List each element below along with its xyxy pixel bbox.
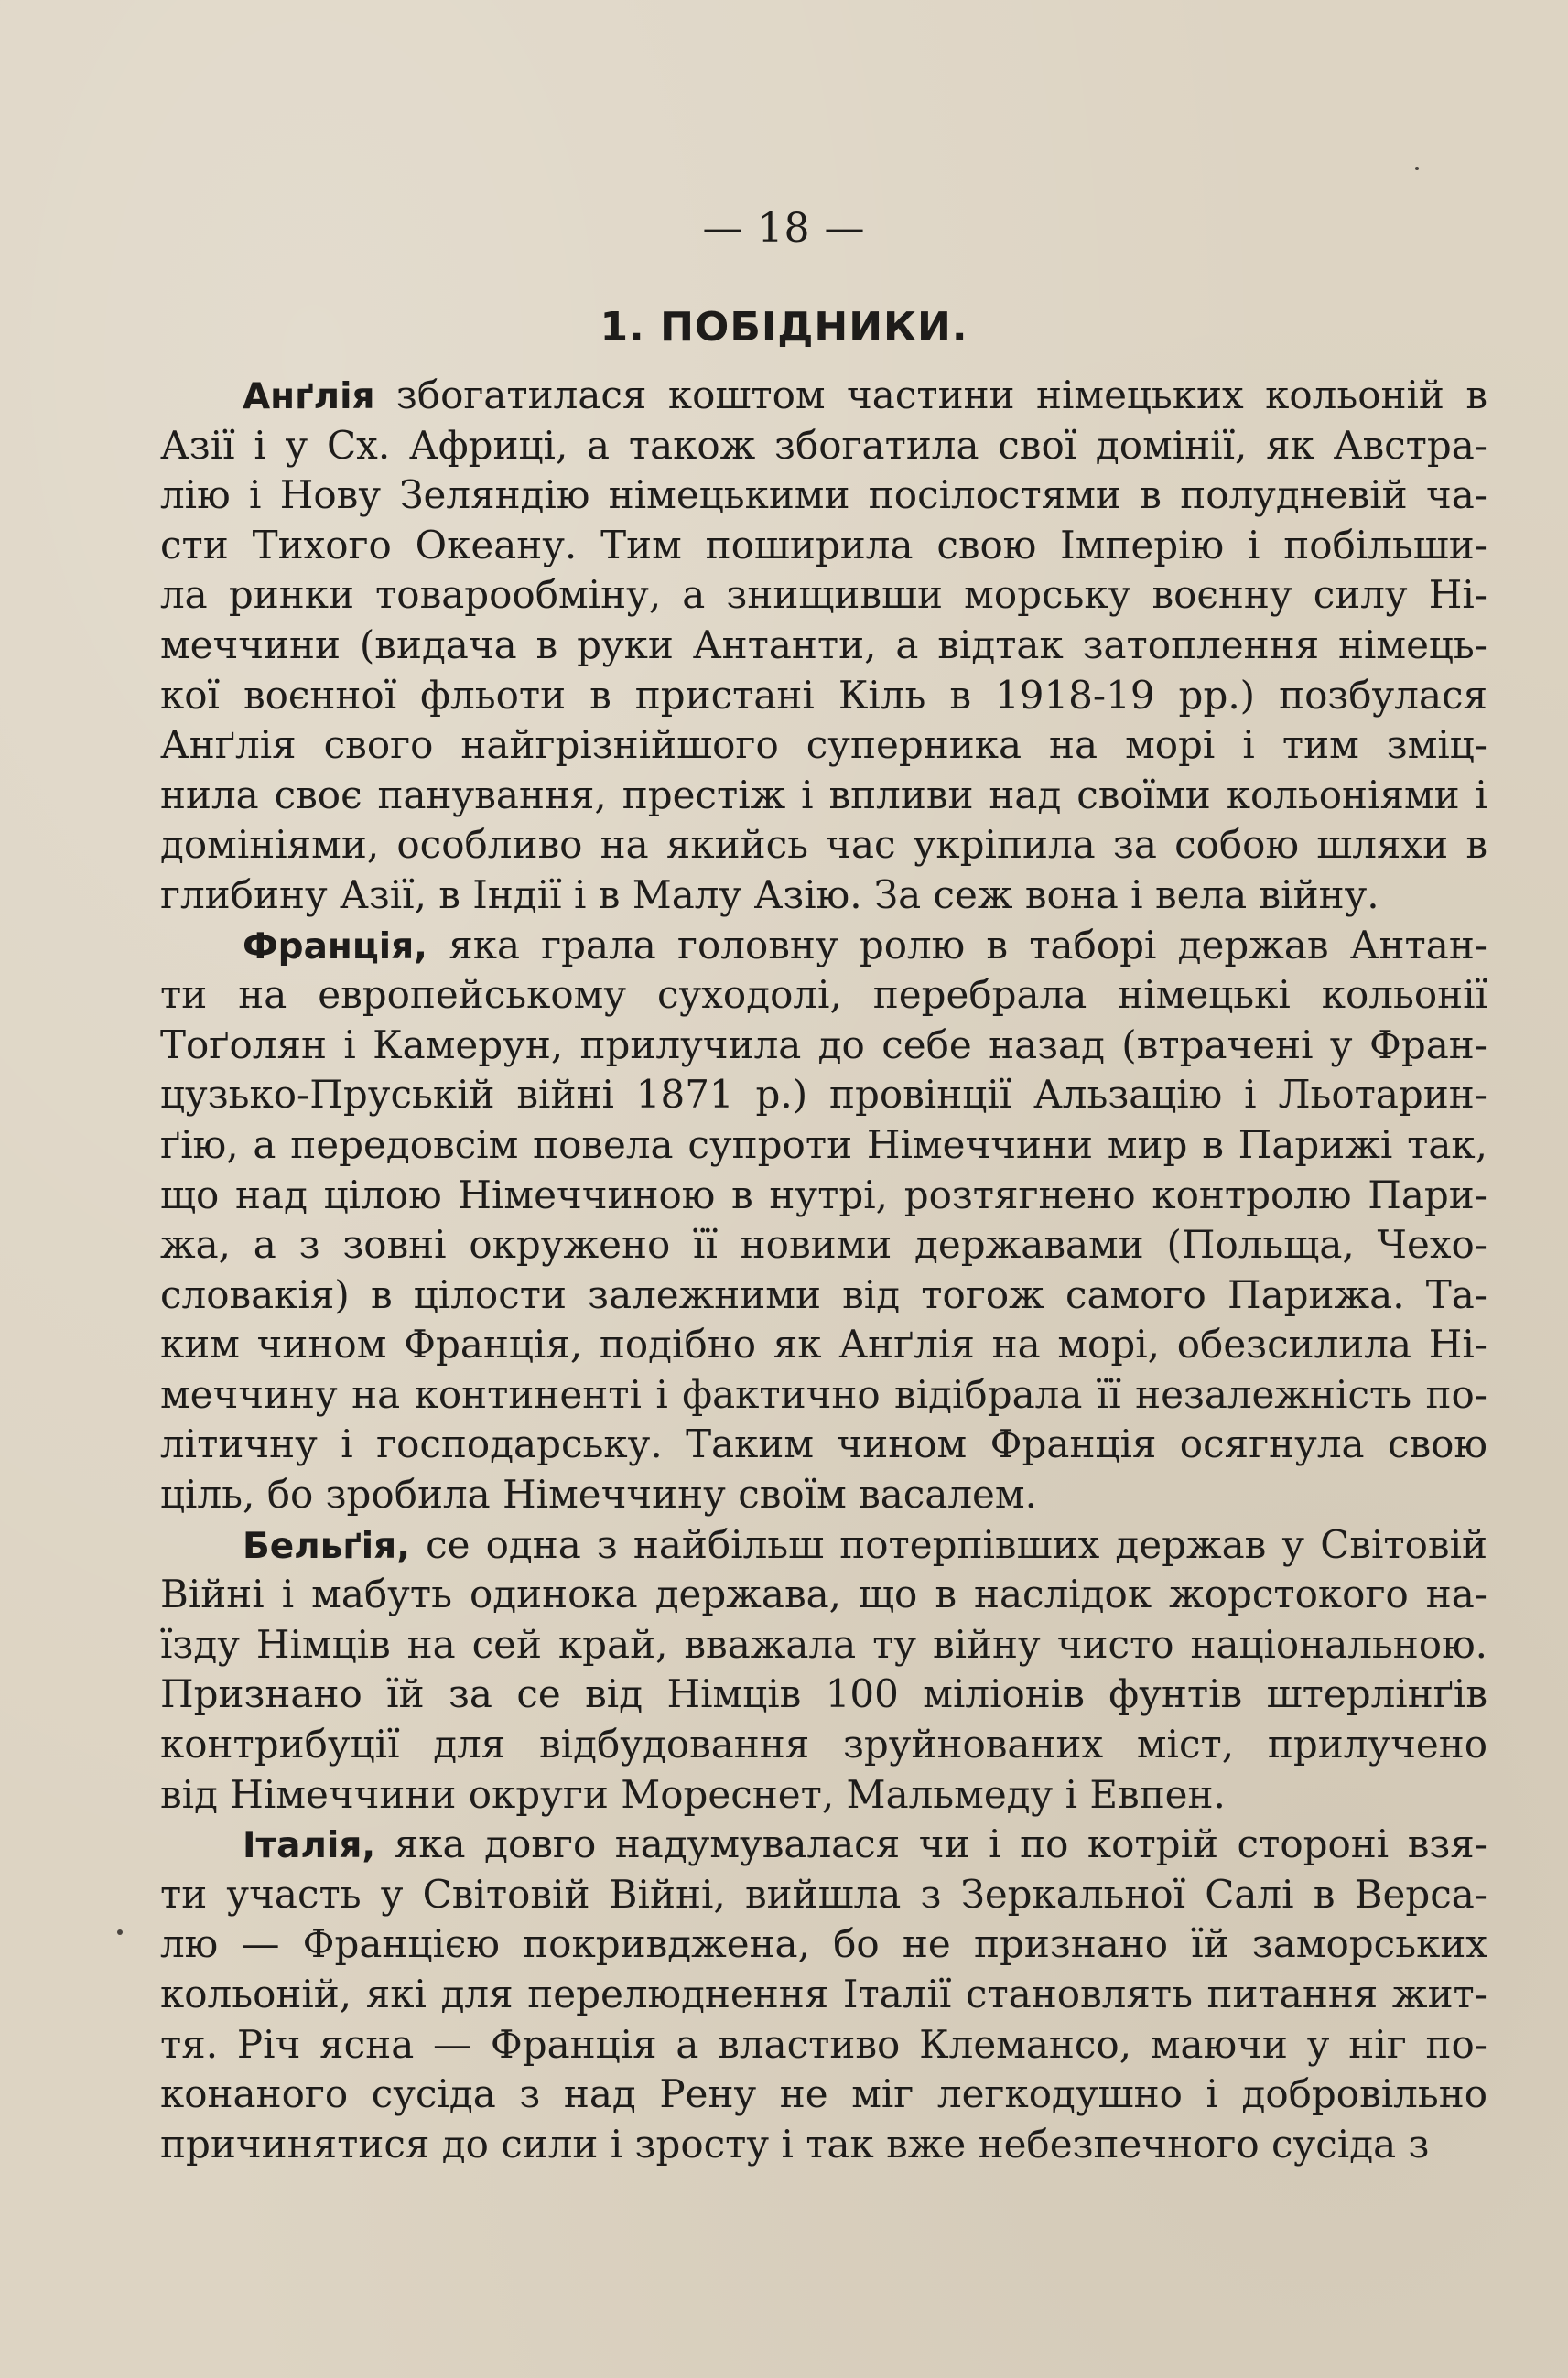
line-text: нила своє панування, престіж і впливи над своїми кольоніями і bbox=[160, 772, 1487, 817]
paragraph-line bbox=[160, 970, 1487, 1021]
line-text: причинятися до сили і зросту і так вже небезпечного сусіда з bbox=[160, 2121, 1430, 2167]
line-text: лю — Францією покривджена, бо не признано їй заморських bbox=[160, 1921, 1487, 1967]
paragraph-line bbox=[160, 521, 1487, 571]
paragraph-line bbox=[160, 1370, 1487, 1421]
line-text: лію і Нову Зеляндію німецькими посілостями в полудневій ча- bbox=[160, 472, 1487, 518]
paragraph-line bbox=[160, 1970, 1487, 2020]
country-keyword: Анґлія bbox=[243, 376, 375, 417]
paragraph-line bbox=[160, 1120, 1487, 1171]
line-text: Признано їй за се від Німців 100 міліонів фунтів штерлінґів bbox=[160, 1671, 1487, 1717]
paper-speck bbox=[1415, 167, 1419, 170]
paragraph-line bbox=[160, 1420, 1487, 1470]
line-text: яка грала головну ролю в таборі держав Антан- bbox=[427, 922, 1487, 967]
country-keyword: Італія, bbox=[243, 1825, 376, 1867]
page-number: — 18 — bbox=[702, 205, 866, 252]
line-text: ціль, бо зробила Німеччину своїм васалем. bbox=[160, 1472, 1037, 1518]
line-text: ким чином Франція, подібно як Анґлія на морі, обезсилила Ні- bbox=[160, 1322, 1487, 1367]
paragraph-line bbox=[160, 870, 1487, 921]
line-text: конаного сусіда з над Рену не міг легкодушно і добровільно bbox=[160, 2071, 1487, 2117]
paragraph-line bbox=[160, 1220, 1487, 1270]
paragraph-line bbox=[160, 470, 1487, 521]
line-text: кої воєнної фльоти в пристані Кіль в 1918-19 рр.) позбулася bbox=[160, 672, 1487, 718]
paper-speck bbox=[117, 1929, 123, 1935]
paragraph-line bbox=[160, 1171, 1487, 1221]
paragraph-line bbox=[160, 2070, 1487, 2120]
paragraph-line bbox=[160, 1919, 1487, 1970]
paragraph-line bbox=[160, 1670, 1487, 1720]
paragraph-line bbox=[160, 671, 1487, 721]
paragraph-first-line bbox=[160, 1820, 1487, 1870]
paragraph-line bbox=[160, 1570, 1487, 1620]
paragraph-line bbox=[160, 771, 1487, 821]
paragraph-line bbox=[160, 1770, 1487, 1821]
line-text: Війні і мабуть одинока держава, що в наслідок жорстокого на- bbox=[160, 1572, 1487, 1617]
line-text: се одна з найбільш потерпівших держав у Світовій bbox=[410, 1521, 1487, 1567]
line-text: яка довго надумувалася чи і по котрій стороні взя- bbox=[375, 1821, 1487, 1867]
paragraph-line bbox=[160, 720, 1487, 771]
line-text: глибину Азії, в Індії і в Малу Азію. За сеж вона і вела війну. bbox=[160, 871, 1379, 917]
line-text: Азії і у Сх. Африці, а також збогатила свої домінії, як Австра- bbox=[160, 422, 1487, 468]
paragraph-first-line bbox=[160, 371, 1487, 421]
line-text: збогатилася коштом частини німецьких кольоній в bbox=[374, 373, 1487, 417]
line-text: цузько-Пруській війні 1871 р.) провінції Альзацію і Льотарин- bbox=[160, 1072, 1487, 1118]
line-text: літичну і господарську. Таким чином Франція осягнула свою bbox=[160, 1421, 1487, 1467]
paragraph-line bbox=[160, 2020, 1487, 2070]
paragraph-line bbox=[160, 1620, 1487, 1670]
paragraph-line bbox=[160, 570, 1487, 621]
line-text: від Німеччини округи Мореснет, Мальмеду і Евпен. bbox=[160, 1771, 1226, 1817]
line-text: ґію, а передовсім повела супроти Німеччини мир в Парижі так, bbox=[160, 1121, 1487, 1167]
paragraph-line bbox=[160, 1070, 1487, 1120]
paragraph-line bbox=[160, 2120, 1487, 2170]
paragraph-line bbox=[160, 1320, 1487, 1370]
line-text: меччини (видача в руки Антанти, а відтак затоплення німець- bbox=[160, 622, 1487, 667]
line-text: сти Тихого Океану. Тим поширила свою Імперію і побільши- bbox=[160, 522, 1487, 567]
line-text: тя. Річ ясна — Франція а властиво Клемансо, маючи у ніг по- bbox=[160, 2021, 1487, 2067]
paragraph-line bbox=[160, 421, 1487, 471]
line-text: меччину на континенті і фактично відібрала її незалежність по- bbox=[160, 1371, 1487, 1417]
paragraph-first-line bbox=[160, 1520, 1487, 1571]
line-text: ла ринки товарообміну, а знищивши морську воєнну силу Ні- bbox=[160, 572, 1487, 618]
paragraph-line bbox=[160, 1470, 1487, 1520]
paragraph-line bbox=[160, 621, 1487, 671]
paragraph-first-line bbox=[160, 921, 1487, 971]
paragraph-line bbox=[160, 1270, 1487, 1321]
line-text: що над цілою Німеччиною в нутрі, розтягнено контролю Пари- bbox=[160, 1172, 1487, 1217]
line-text: кольоній, які для перелюднення Італії становлять питання жит- bbox=[160, 1972, 1487, 2016]
line-text: їзду Німців на сей край, вважала ту війну чисто національною. bbox=[160, 1621, 1487, 1667]
paragraph-line bbox=[160, 1021, 1487, 1071]
paragraph-line bbox=[160, 1720, 1487, 1770]
country-keyword: Бельґія, bbox=[243, 1525, 411, 1567]
paragraph-line bbox=[160, 1870, 1487, 1920]
section-heading: 1. ПОБІДНИКИ. bbox=[600, 304, 968, 351]
line-text: контрибуції для відбудовання зруйнованих міст, прилучено bbox=[160, 1722, 1487, 1767]
line-text: словакія) в цілости залежними від тогож самого Парижа. Та- bbox=[160, 1271, 1487, 1317]
line-text: Тоґолян і Камерун, прилучила до себе назад (втрачені у Фран- bbox=[160, 1021, 1487, 1067]
country-keyword: Франція, bbox=[243, 925, 427, 967]
line-text: домініями, особливо на якийсь час укріпила за собою шляхи в bbox=[160, 822, 1487, 868]
line-text: ти на европейському суходолі, перебрала німецькі кольонії bbox=[160, 972, 1487, 1018]
paragraph-line bbox=[160, 820, 1487, 870]
line-text: ти участь у Світовій Війні, вийшла з Зеркальної Салі в Верса- bbox=[160, 1871, 1487, 1917]
line-text: Анґлія свого найгрізнійшого суперника на морі і тим зміц- bbox=[160, 722, 1487, 768]
body-text bbox=[160, 371, 1487, 2169]
line-text: жа, а з зовні окружено її новими державами (Польща, Чехо- bbox=[160, 1222, 1487, 1268]
